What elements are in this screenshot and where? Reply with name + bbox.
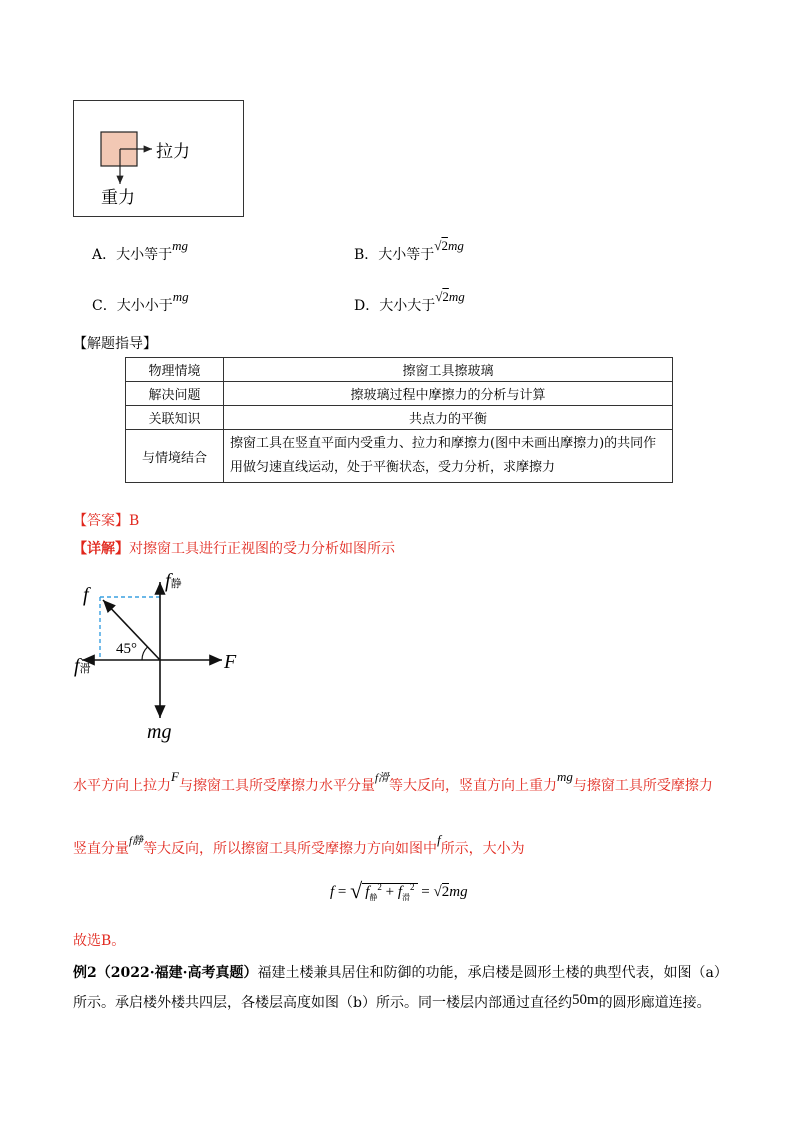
- var-F: F: [171, 769, 179, 784]
- option-b: [354, 238, 464, 265]
- f-slide-label: f滑: [74, 655, 91, 677]
- example-label: 例2（2022·福建·高考真题）: [73, 965, 258, 981]
- option-b-radical: √2: [434, 238, 448, 253]
- f-static-label: f静: [165, 570, 182, 592]
- option-b-label: B．大小等于: [354, 247, 435, 263]
- option-c-label: C．大小小于: [92, 298, 173, 314]
- table-key: 关联知识: [126, 406, 224, 430]
- answer-tag: 【答案】: [73, 513, 129, 529]
- table-row: [126, 358, 673, 382]
- detail-line: [73, 538, 395, 558]
- var-f-slide: f滑: [374, 772, 390, 784]
- answer-line: [73, 510, 139, 530]
- option-c: [92, 289, 189, 316]
- gravity-label: 重力: [101, 188, 135, 208]
- F-label: F: [224, 651, 237, 673]
- option-d: [354, 289, 465, 316]
- table-key: 解决问题: [126, 382, 224, 406]
- var-f: f: [437, 832, 441, 847]
- var-f-static: f静: [129, 835, 144, 847]
- table-row: [126, 430, 673, 483]
- option-a-math: mg: [172, 238, 189, 253]
- detail-tag: 【详解】: [73, 541, 129, 557]
- option-a-label: A．大小等于: [92, 247, 173, 263]
- angle-arc: [142, 647, 148, 660]
- explanation-line-1: 水平方向上拉力F与擦窗工具所受摩擦力水平分量$^{f滑}$等大反向，竖直方向上重力mg与擦窗工具所受摩擦力: [73, 769, 713, 794]
- figure-force-diagram: [73, 100, 244, 217]
- table-value: 擦窗工具擦玻璃: [224, 358, 673, 382]
- table-row: [126, 382, 673, 406]
- table-row: [126, 406, 673, 430]
- option-d-radical: √2: [435, 289, 449, 304]
- angle-label: 45°: [116, 641, 137, 657]
- table-key: 与情境结合: [126, 430, 224, 483]
- table-key: 物理情境: [126, 358, 224, 382]
- explanation-line-2: 竖直分量$^{f静}$等大反向，所以擦窗工具所受摩擦力方向如图中f所示，大小为: [73, 832, 525, 857]
- force-analysis-figure: [70, 570, 250, 750]
- mg-label: mg: [147, 721, 172, 743]
- table-value: 共点力的平衡: [224, 406, 673, 430]
- answer-value: B: [129, 513, 140, 529]
- guide-table: [125, 357, 673, 483]
- pull-label: 拉力: [156, 142, 190, 162]
- option-d-label: D．大小大于: [354, 298, 436, 314]
- option-a: [92, 238, 189, 265]
- option-d-math: mg: [448, 289, 465, 304]
- conclusion: 故选B。: [73, 933, 126, 949]
- example-line-1: 例2（2022·福建·高考真题）福建土楼兼具居住和防御的功能，承启楼是圆形土楼的典型代表，如图（a）: [73, 965, 728, 981]
- example-line-2: 所示。承启楼外楼共四层，各楼层高度如图（b）所示。同一楼层内部通过直径约50m的圆形廊道连接。: [73, 992, 711, 1011]
- f-label: f: [83, 584, 89, 606]
- var-mg: mg: [557, 769, 573, 784]
- guide-heading: 【解题指导】: [73, 336, 157, 352]
- detail-text: 对擦窗工具进行正视图的受力分析如图所示: [129, 541, 395, 557]
- option-c-math: mg: [172, 289, 189, 304]
- table-value: 擦窗工具在竖直平面内受重力、拉力和摩擦力(图中未画出摩擦力)的共同作用做匀速直线运动，处于平衡状态，受力分析，求摩擦力: [224, 430, 673, 483]
- option-b-math: mg: [447, 238, 464, 253]
- formula: f = √ $f_静^2 + f_滑^2 = √2mg$: [330, 878, 468, 903]
- table-value: 擦玻璃过程中摩擦力的分析与计算: [224, 382, 673, 406]
